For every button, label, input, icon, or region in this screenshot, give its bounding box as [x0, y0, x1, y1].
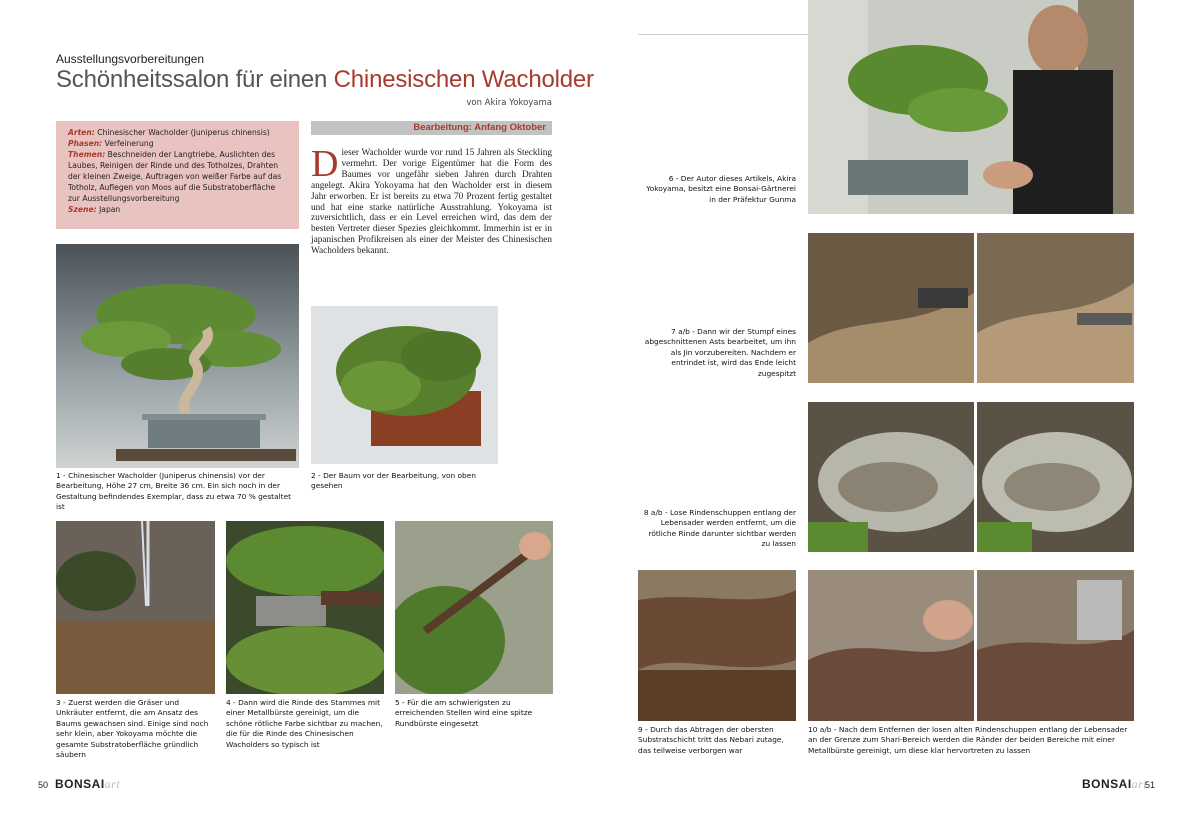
fact-key: Szene:: [68, 205, 97, 214]
shari-border-b-image: [977, 570, 1134, 721]
jin-prep-b-image: [977, 233, 1134, 383]
fact-key: Themen:: [68, 150, 106, 159]
author-byline: von Akira Yokoyama: [466, 98, 552, 108]
shari-border-a-image: [808, 570, 974, 721]
bark-scales-b-image: [977, 402, 1134, 552]
caption-1: 1 - Chinesischer Wacholder (Juniperus chinensis) vor der Bearbeitung, Höhe 27 cm, Breite 36 cm. Ein sich noch in der Gestaltung befindendes Exemplar, dass zu etwa 70 % gestaltet ist: [56, 471, 292, 512]
photo-8b: [977, 402, 1134, 552]
caption-7: 7 a/b - Dann wir der Stumpf eines abgeschnittenen Asts bearbeitet, um ihn als Jin vorzubereiten. Nachdem er entrindet ist, wird das Ende leicht zugespitzt: [644, 327, 796, 378]
fact-species: [68, 127, 287, 138]
brand-suffix: art: [1131, 777, 1148, 791]
title-plain: Schönheitssalon für einen: [56, 66, 334, 93]
fact-key: Phasen:: [68, 139, 103, 148]
drop-cap: D: [311, 143, 339, 185]
body-text: ieser Wacholder wurde vor rund 15 Jahren als Steckling vermehrt. Der vorige Eigentümer hat die Form des Baumes vor ungefähr sieben Jahren durch Drahten angelegt. Akira Yokoyama hat den Wacholder erst in diesem Jahr erworben. Er ist bereits zu etwa 70 Prozent fertig gestaltet und hat eine starke natürliche Ausstrahlung. Yokoyama ist zuversichtlich, dass er ein Level erreichen wird, das dem der besten Vertreter dieser Spezies gleichkommt. Immerhin ist er in japanischen Profikreisen als einer der Meister des Chinesischen Wacholders bekannt.: [311, 148, 552, 257]
photo-10b: [977, 570, 1134, 721]
wire-brush-image: [226, 521, 384, 694]
caption-6: 6 - Der Autor dieses Artikels, Akira Yokoyama, besitzt eine Bonsai-Gärtnerei in der Präfektur Gunma: [646, 174, 796, 204]
title-highlight: Chinesischen Wacholder: [333, 66, 594, 93]
fact-value: Japan: [99, 205, 121, 214]
fact-key: Arten:: [68, 128, 95, 137]
caption-8: 8 a/b - Lose Rindenschuppen entlang der Lebensader werden entfernt, um die rötliche Rinde darunter sichtbar werden zu lassen: [643, 508, 796, 549]
nebari-image: [638, 570, 796, 721]
caption-5: 5 - Für die am schwierigsten zu erreichenden Stellen wird eine spitze Rundbürste eingesetzt: [395, 698, 533, 728]
photo-7a: [808, 233, 974, 383]
caption-3: 3 - Zuerst werden die Gräser und Unkräuter entfernt, die am Ansatz des Baums gewachsen sind. Einige sind noch sehr klein, aber Yokoyama möchte die gesamte Substratoberfläche gründlich säubern: [56, 698, 209, 760]
photo-7b: [977, 233, 1134, 383]
photo-6-author: [808, 0, 1134, 214]
caption-9: 9 - Durch das Abtragen der obersten Substratschicht tritt das Nebari zutage, das teilweise verborgen war: [638, 725, 784, 755]
stage-label: Bearbeitung: Anfang Oktober: [311, 121, 552, 135]
fact-value: Beschneiden der Langtriebe, Auslichten des Laubes, Reinigen der Rinde und des Totholzes, Drahten der kleinen Zweige, Auftragen von weißer Farbe auf das Totholz, Auflegen von Moos auf die Substratoberfläche zur Ausstellungsvorbereitung: [68, 150, 282, 203]
weeding-image: [56, 521, 215, 694]
fact-scene: [68, 204, 287, 215]
page-number-right: 51: [1145, 780, 1156, 790]
author-photo-image: [808, 0, 1134, 214]
article-title: [56, 66, 594, 94]
bark-scales-a-image: [808, 402, 974, 552]
page-number-left: 50: [38, 780, 49, 790]
jin-prep-a-image: [808, 233, 974, 383]
brand-name: BONSAI: [1082, 777, 1132, 791]
round-brush-image: [395, 521, 553, 694]
photo-4-brushing: [226, 521, 384, 694]
brand-suffix: art: [104, 777, 121, 791]
caption-10: 10 a/b - Nach dem Entfernen der losen alten Rindenschuppen entlang der Lebensader an der Grenze zum Shari-Bereich werden die Ränder der beiden Bereiche mit einer Metallbürste gereinigt, um diese klar hervortreten zu lassen: [808, 725, 1128, 755]
juniper-bonsai-image: [56, 244, 299, 468]
fact-topics: [68, 149, 287, 204]
photo-8a: [808, 402, 974, 552]
fact-value: Chinesischer Wacholder (Juniperus chinensis): [97, 128, 270, 137]
photo-3-weeding: [56, 521, 215, 694]
photo-1-juniper: [56, 244, 299, 468]
caption-4: 4 - Dann wird die Rinde des Stammes mit einer Metallbürste gereinigt, um die schöne rötliche Farbe sichtbar zu machen, die für die Rinde des Chinesischen Wacholders so typisch ist: [226, 698, 383, 749]
fact-box: [56, 121, 299, 229]
photo-9-nebari: [638, 570, 796, 721]
caption-2: 2 - Der Baum vor der Bearbeitung, von oben gesehen: [311, 471, 476, 491]
brand-name: BONSAI: [55, 777, 105, 791]
fact-value: Verfeinerung: [104, 139, 154, 148]
section-kicker: Ausstellungsvorbereitungen: [56, 52, 205, 66]
photo-5-round-brush: [395, 521, 553, 694]
article-body: [311, 143, 552, 257]
magazine-logo-left: [55, 777, 120, 792]
magazine-logo-right: [1082, 777, 1147, 792]
header-rule: [638, 34, 808, 35]
bonsai-topview-image: [311, 306, 498, 464]
photo-10a: [808, 570, 974, 721]
fact-phase: [68, 138, 287, 149]
photo-2-top-view: [311, 306, 498, 464]
